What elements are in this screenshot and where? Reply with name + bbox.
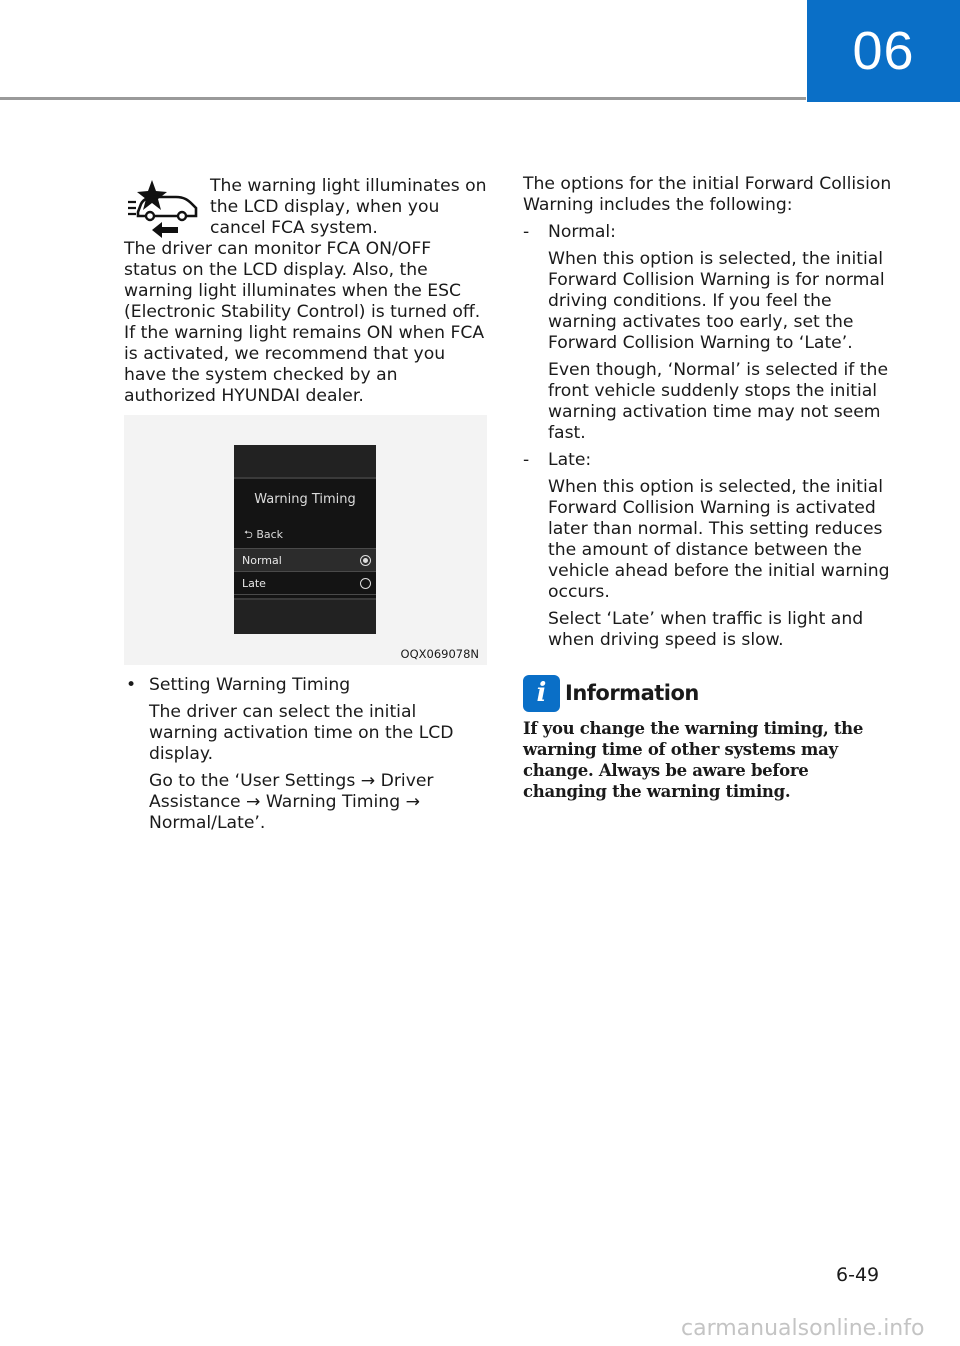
bullet-setting-warning-timing [124, 675, 489, 696]
bullet-paragraph-2: Go to the ‘User Settings → Driver Assistance → Warning Timing → Normal/Late’. [149, 771, 434, 833]
lcd-back-label: Back [256, 528, 284, 541]
option-late [523, 450, 893, 471]
option-normal-p2: Even though, ‘Normal’ is selected if the front vehicle suddenly stops the initial warning activation time may not seem fast. [548, 360, 889, 443]
bullet-title: Setting Warning Timing [149, 675, 351, 695]
bullet-dot: • [126, 675, 137, 695]
right-column [523, 174, 893, 802]
options-intro: The options for the initial Forward Collision Warning includes the following: [523, 174, 892, 215]
option-normal [523, 222, 893, 243]
information-title: Information [565, 681, 699, 705]
option-late-p2: Select ‘Late’ when traffic is light and when driving speed is slow. [548, 609, 864, 650]
warning-light-text: The warning light illuminates on the LCD display, when you cancel FCA system. [210, 176, 487, 238]
radio-selected-icon [360, 555, 371, 566]
lcd-title: Warning Timing [254, 492, 356, 507]
option-late-label: Late: [548, 450, 592, 470]
lcd-back [244, 524, 376, 540]
option-late-p1: When this option is selected, the initial Forward Collision Warning is activated later than normal. This setting reduces the amount of distance between the vehicle ahead before the initial warning occurs. [548, 477, 890, 602]
lcd-option-normal [234, 549, 376, 572]
lcd-display [234, 445, 376, 634]
fca-warning-light-icon [126, 178, 200, 238]
radio-unselected-icon [360, 578, 371, 589]
header-rule [0, 97, 806, 100]
dash-mark: - [523, 450, 530, 470]
lcd-option-label: Normal [242, 553, 282, 567]
chapter-tab: 06 [807, 0, 960, 102]
information-header [523, 675, 893, 712]
page-number: 6-49 [836, 1264, 880, 1286]
option-normal-label: Normal: [548, 222, 616, 242]
lcd-top-bar [234, 445, 376, 479]
left-column [124, 174, 489, 834]
information-text: If you change the warning timing, the warning time of other systems may change. Always be aware before changing the warning timing. [523, 719, 864, 801]
back-arrow-icon: ⮌ [244, 528, 253, 541]
figure-code: OQX069078N [400, 647, 479, 661]
lcd-option-label: Late [242, 576, 266, 590]
lcd-figure [124, 415, 487, 665]
fca-monitor-text: The driver can monitor FCA ON/OFF status on the LCD display. Also, the warning light illuminates when the ESC (Electronic Stability Control) is turned off. If the warning light remains ON when FCA is activated, we recommend that you have the system checked by an authorized HYUNDAI dealer. [124, 239, 485, 406]
watermark: carmanualsonline.info [681, 1316, 925, 1341]
lcd-bottom-bar [234, 598, 376, 634]
information-icon: i [523, 675, 560, 712]
lcd-options [234, 548, 376, 595]
lcd-option-late [234, 572, 376, 595]
dash-mark: - [523, 222, 530, 242]
option-normal-p1: When this option is selected, the initial Forward Collision Warning is for normal driving conditions. If you feel the warning activates too early, set the Forward Collision Warning to ‘Late’. [548, 249, 885, 353]
bullet-paragraph-1: The driver can select the initial warning activation time on the LCD display. [149, 702, 454, 764]
warning-light-block [124, 176, 489, 239]
